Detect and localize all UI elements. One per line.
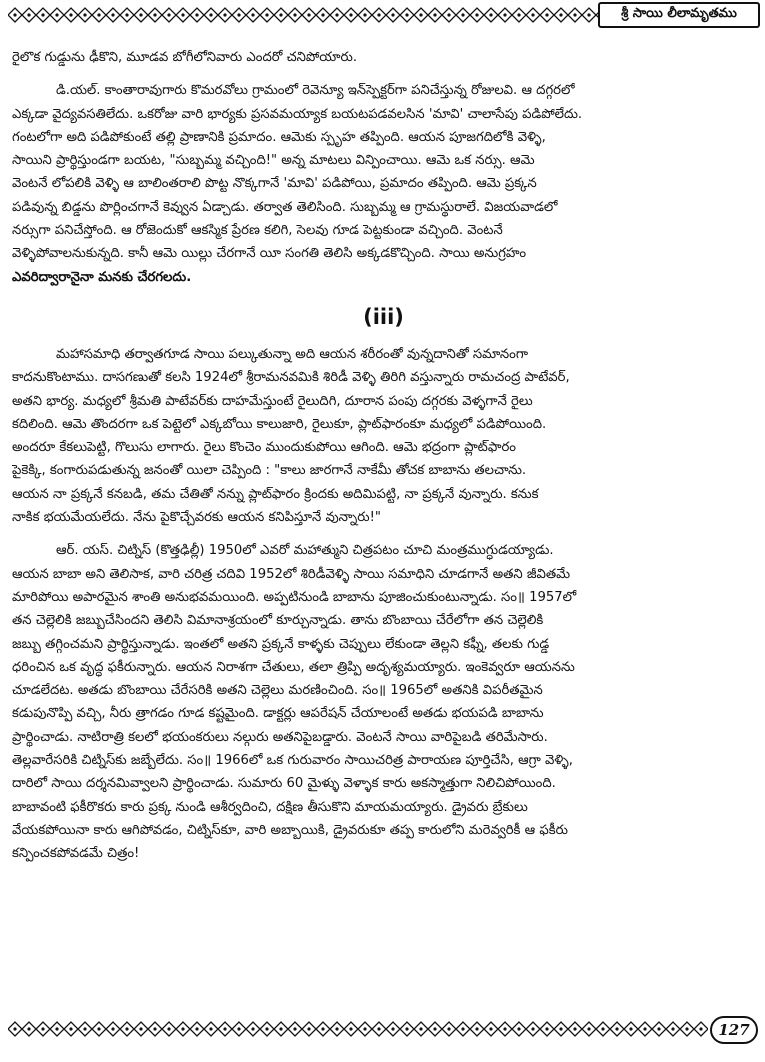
text-line: నాకిక భయమేయలేదు. నేను పైకొచ్చేవరకు ఆయన కనిపిస్తూనే వున్నారు!" bbox=[12, 510, 381, 526]
text-line: డి.యల్. కాంతారావుగారు కొమరవోలు గ్రామంలో రెవెన్యూ ఇన్‌స్పెక్టర్‌గా పనిచేస్తున్న రోజులవి. ఆ దగ్గరలో bbox=[56, 83, 575, 99]
bottom-ornamental-border bbox=[8, 1020, 708, 1038]
text-line: మారిపోయి అపారమైన శాంతి అనుభవమయింది. అప్పటినుండి బాబాను పూజించుకుంటున్నాడు. సం॥ 1957లో bbox=[12, 589, 577, 605]
paragraph bbox=[12, 79, 755, 289]
paragraph-group-1 bbox=[12, 46, 755, 289]
running-header bbox=[598, 2, 760, 28]
text-line: అందరూ కేకలుపెట్టి, గొలుసు లాగారు. రైలు కొంచెం ముందుకుపోయి ఆగింది. ఆమె భద్రంగా ప్లాట్‌ఫారం bbox=[12, 440, 516, 456]
ornament-top-svg bbox=[8, 6, 598, 24]
text-line: ఆర్. యస్. చిట్నిస్ (కొత్తఢిల్లీ) 1950లో ఎవరో మహాత్ముని చిత్రపటం చూచి మంత్రముగ్ధుడయ్యాడు. bbox=[56, 543, 554, 559]
text-line: ధరించిన ఒక వృద్ధ ఫకీరున్నారు. ఆయన నిరాశగా చేతులు, తలా త్రిప్పి అదృశ్యమయ్యారు. ఇంకెవ్వరూ ఆయనను bbox=[12, 659, 575, 675]
ornament-bottom-svg bbox=[8, 1020, 708, 1038]
page-number-text: 127 bbox=[718, 1021, 750, 1039]
top-ornamental-border bbox=[8, 6, 598, 24]
text-line: పైకెక్కి, కంగారుపడుతున్న జనంతో యిలా చెప్పింది : "కాలు జారగానే నాకేమీ తోచక బాబాను తలచాను. bbox=[12, 463, 527, 479]
text-line: ఎవరిద్వారానైనా మనకు చేరగలదు. bbox=[12, 269, 192, 285]
paragraph-gap bbox=[12, 69, 755, 79]
section-heading: (iii) bbox=[363, 304, 404, 329]
text-line: బాబావంటి ఫకీరొకరు కారు ప్రక్క నుండి ఆశీర్వదించి, దక్షిణ తీసుకొని మాయమయ్యారు. డ్రైవరు బ్రేకులు bbox=[12, 799, 528, 815]
text-line: నర్సుగా పనిచేస్తోంది. ఆ రోజెందుకో ఆకస్మిక ప్రేరణ కలిగి, సెలవు గూడ పెట్టకుండా వచ్చింది. వెంటనే bbox=[12, 223, 503, 239]
text-line: చూడలేదట. అతడు బొంబాయి చేరేసరికి అతని చెల్లెలు మరణించింది. సం॥ 1965లో అతనికి విపరీతమైన bbox=[12, 683, 543, 699]
text-line: అతని భార్య. మధ్యలో శ్రీమతి పాటేవర్‌కు దాహమేస్తుంటే రైలుదిగి, దూరాన పంపు దగ్గరకు వెళ్ళగానే రైలు bbox=[12, 393, 533, 409]
text-line: వేయకపోయినా కారు ఆగిపోవడం, చిట్నిస్‌కూ, వారి అబ్బాయికి, డ్రైవరుకూ తప్ప కారులోని మరెవ్వరికీ ఆ ఫకీరు bbox=[12, 822, 568, 838]
text-line: తన చెల్లెలికి జబ్బుచేసిందని తెలిసి విమానాశ్రయంలో కూర్చున్నాడు. తాను బొంబాయి చేరేలోగా తన చెల్లెలికి bbox=[12, 613, 544, 629]
text-line: రైలొక గుడ్డును ఢీకొని, మూడవ బోగీలోనివారు ఎందరో చనిపోయారు. bbox=[12, 50, 358, 65]
page-number bbox=[710, 1016, 758, 1044]
text-line: కదిలింది. ఆమె తొందరగా ఒక పెట్టెలో ఎక్కబోయి కాలుజారి, రైలుకూ, ప్లాట్‌ఫారంకూ మధ్యలో పడిపోయింది. bbox=[12, 416, 547, 432]
text-line: పడివున్న బిడ్డను పొర్లించగానే కెవ్వున ఏడ్చాడు. తర్వాత తెలిసింది. సుబ్బమ్మ ఆ గ్రామస్థురాలే. విజయవాడలో bbox=[12, 199, 558, 215]
text-line: మహాసమాధి తర్వాతగూడ సాయి పల్కుతున్నా అది ఆయన శరీరంతో వున్నదానితో సమానంగా bbox=[56, 346, 529, 362]
paragraph bbox=[12, 539, 755, 865]
text-line: కడుపునొప్పి వచ్చి, నీరు త్రాగడం గూడ కష్టమైంది. డాక్టర్లు ఆపరేషన్ చేయాలంటే అతడు భయపడి బాబాను bbox=[12, 706, 544, 722]
paragraph-gap bbox=[12, 529, 755, 539]
text-line: దారిలో సాయి దర్శనమివ్వాలని ప్రార్థించాడు. సుమారు 60 మైళ్ళు వెళ్ళాక కారు అకస్మాత్తుగా నిలిచిపోయింది. bbox=[12, 776, 556, 792]
text-line: సాయిని ప్రార్థిస్తుండగా బయట, "సుబ్బమ్మ వచ్చింది!" అన్న మాటలు విన్పించాయి. ఆమె ఒక నర్సు. ఆమె bbox=[12, 153, 535, 169]
page-content bbox=[12, 46, 755, 866]
header-title: శ్రీ సాయి లీలామృతము bbox=[621, 6, 737, 21]
text-line: ప్రార్థించాడు. నాటిరాత్రి కలలో భయంకరులు నల్గురు అతనిపైబడ్డారు. వెంటనే సాయి వారిపైబడి తరిమేసారు. bbox=[12, 729, 548, 745]
text-line: కాదనుకొంటాము. దాసగణుతో కలసి 1924లో శ్రీరామనవమికి శిరిడీ వెళ్ళి తిరిగి వస్తున్నారు రామచంద్ర పాటేవర్, bbox=[12, 370, 570, 386]
text-line: ఆయన నా ప్రక్కనే కనబడి, తమ చేతితో నన్ను ప్లాట్‌ఫారం క్రిందకు అదిమిపట్టి, నా ప్రక్కనే వున్నారు. కనుక bbox=[12, 486, 539, 502]
paragraph bbox=[12, 343, 755, 529]
text-line: ఆయన బాబా అని తెలిసాక, వారి చరిత్ర చదివి 1952లో శిరిడీవెళ్ళి సాయి సమాధిని చూడగానే అతని జీవితమే bbox=[12, 566, 571, 582]
text-line: వెళ్ళిపోవాలనుకున్నది. కానీ ఆమె యిల్లు చేరగానే యీ సంగతి తెలిసి అక్కడకొచ్చింది. సాయి అనుగ్రహం bbox=[12, 246, 527, 262]
text-line: జబ్బు తగ్గించమని ప్రార్థిస్తున్నాడు. ఇంతలో అతని ప్రక్కనే కాళ్ళకు చెప్పులు లేకుండా తెల్లని కఫ్నీ, తలకు గుడ్డ bbox=[12, 636, 550, 652]
text-line: కన్పించకపోవడమే చిత్రం! bbox=[12, 846, 140, 862]
text-line: గంటలోగా అది పడిపోకుంటే తల్లి ప్రాణానికి ప్రమాదం. ఆమెకు స్పృహ తప్పింది. ఆయన పూజగదిలోకి వెళ్ళి, bbox=[12, 129, 546, 145]
paragraph-group-2 bbox=[12, 343, 755, 866]
text-line: ఎక్కడా వైద్యవసతిలేదు. ఒకరోజు వారి భార్యకు ప్రసవమయ్యాక బయటపడవలసిన 'మావి' చాలాసేపు పడిపోలేదు. bbox=[12, 106, 583, 122]
text-line: వెంటనే లోపలికి వెళ్ళి ఆ బాలింతరాలి పొట్ట నొక్కగానే 'మావి' పడిపోయి, ప్రమాదం తప్పింది. ఆమె ప్రక్కన bbox=[12, 176, 537, 192]
paragraph bbox=[12, 46, 755, 69]
text-line: తెల్లవారేసరికి చిట్నిస్‌కు జబ్బేలేదు. సం॥ 1966లో ఒక గురువారం సాయిచరిత్ర పారాయణ పూర్తిచేసి, ఆగ్రా వెళ్ళి, bbox=[12, 753, 573, 769]
